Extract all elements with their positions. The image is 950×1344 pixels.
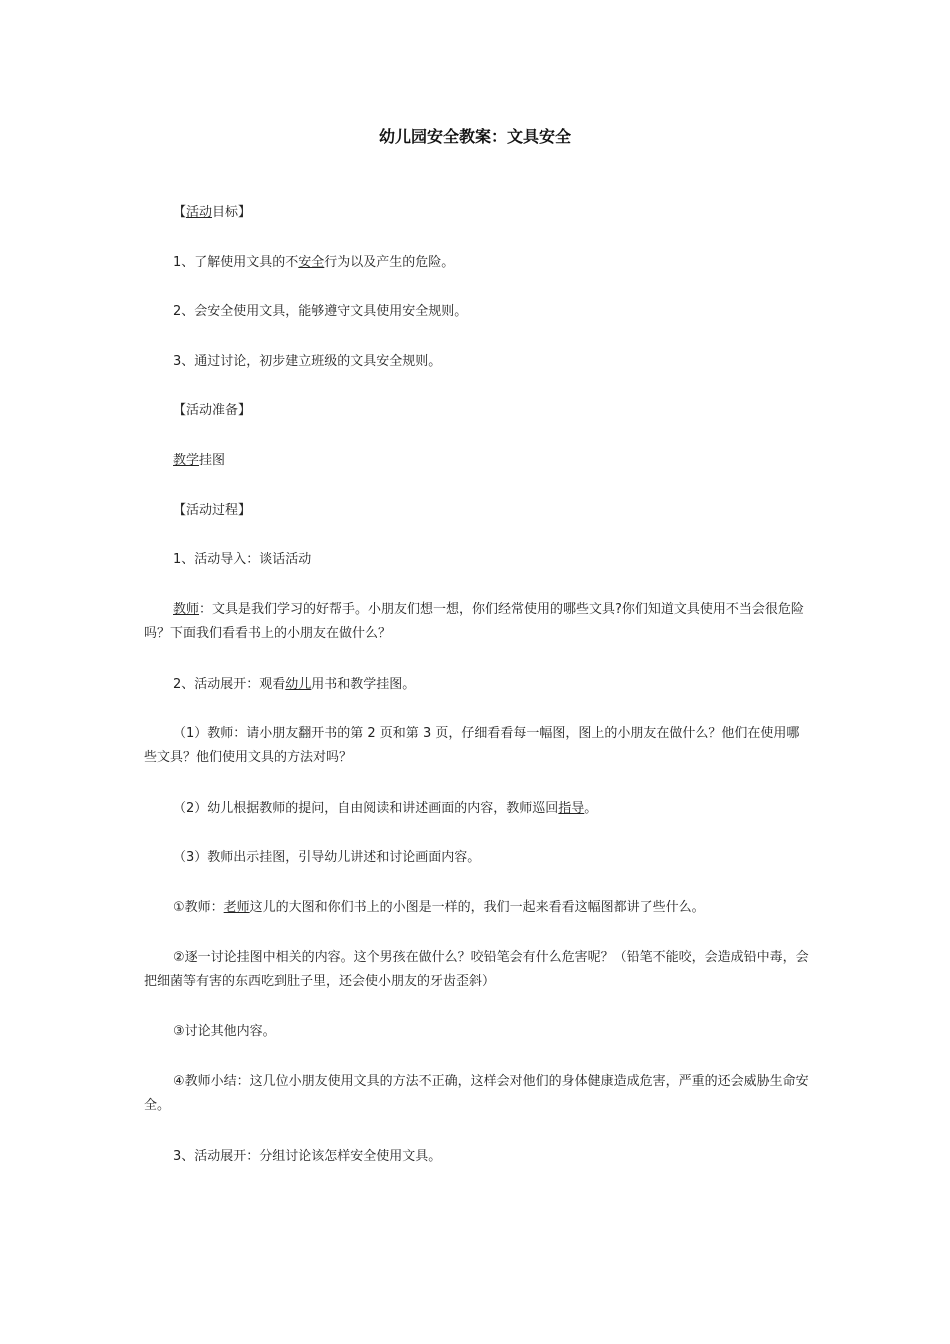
teaching-link[interactable]: 教学 bbox=[173, 453, 200, 468]
prep-heading: 【活动准备】 bbox=[173, 403, 252, 418]
circled-item-1: ①教师：老师这儿的大图和你们书上的小图是一样的，我们一起来看看这幅图都讲了些什么。 bbox=[173, 900, 705, 915]
circled-item-4: ④教师小结：这几位小朋友使用文具的方法不正确，这样会对他们的身体健康造成危害，严重的还会威胁生命安全。 bbox=[144, 1074, 809, 1113]
goal-item-2: 2、会安全使用文具，能够遵守文具使用安全规则。 bbox=[173, 304, 468, 319]
sub-step-2: （2）幼儿根据教师的提问，自由阅读和讲述画面的内容，教师巡回指导。 bbox=[173, 801, 598, 816]
sub-step-1: （1）教师：请小朋友翻开书的第 2 页和第 3 页，仔细看看每一幅图，图上的小朋友在做什么？他们在使用哪些文具？他们使用文具的方法对吗？ bbox=[144, 726, 800, 765]
step-3: 3、活动展开：分组讨论该怎样安全使用文具。 bbox=[173, 1149, 442, 1164]
children-link[interactable]: 幼儿 bbox=[285, 677, 312, 692]
step-1: 1、活动导入：谈话活动 bbox=[173, 552, 312, 567]
circled-item-3: ③讨论其他内容。 bbox=[173, 1024, 276, 1039]
prep-item: 教学挂图 bbox=[173, 453, 226, 468]
goal-item-1: 1、了解使用文具的不安全行为以及产生的危险。 bbox=[173, 255, 455, 270]
goal-item-3: 3、通过讨论，初步建立班级的文具安全规则。 bbox=[173, 354, 442, 369]
goal-heading: 【活动目标】 bbox=[173, 205, 252, 220]
process-heading: 【活动过程】 bbox=[173, 503, 252, 518]
teacher-talk-paragraph: 教师：文具是我们学习的好帮手。小朋友们想一想，你们经常使用的哪些文具?你们知道文具使用不当会很危险吗？下面我们看看书上的小朋友在做什么？ bbox=[144, 602, 804, 641]
teacher-link[interactable]: 教师 bbox=[173, 602, 200, 617]
sub-step-3: （3）教师出示挂图，引导幼儿讲述和讨论画面内容。 bbox=[173, 850, 481, 865]
guidance-link[interactable]: 指导 bbox=[558, 801, 585, 816]
step-2: 2、活动展开：观看幼儿用书和教学挂图。 bbox=[173, 677, 416, 692]
teacher-link-2[interactable]: 老师 bbox=[223, 900, 250, 915]
document-title: 幼儿园安全教案：文具安全 bbox=[378, 127, 571, 146]
safety-link[interactable]: 安全 bbox=[298, 255, 325, 270]
circled-item-2: ②逐一讨论挂图中相关的内容。这个男孩在做什么？咬铅笔会有什么危害呢？（铅笔不能咬，会造成铅中毒，会把细菌等有害的东西吃到肚子里，还会使小朋友的牙齿歪斜） bbox=[144, 950, 809, 989]
